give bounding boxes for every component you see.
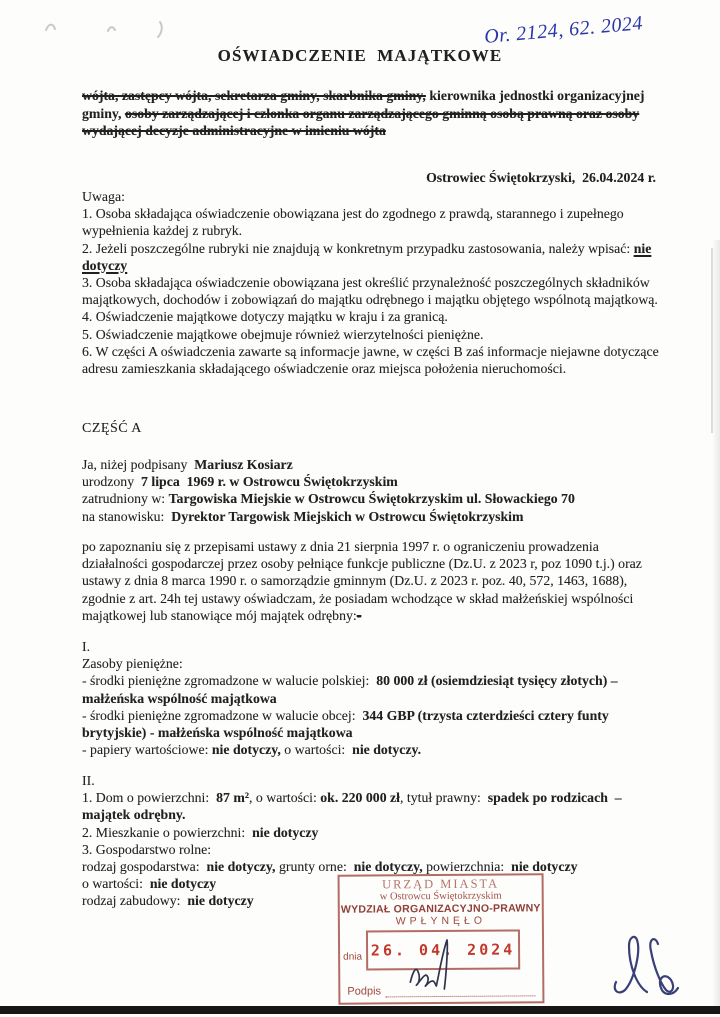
securities-item: - papiery wartościowe: nie dotyczy, o wartości: nie dotyczy. xyxy=(82,742,422,758)
stamp-office-name: URZĄD MIASTA xyxy=(382,876,500,892)
stamp-signature-row xyxy=(347,984,535,997)
cash-pln-item: - środki pieniężne zgromadzone w walucie polskiej: 80 000 zł (osiemdziesiąt tysięcy złotych) – małżeńska wspólność majątkowa xyxy=(82,673,618,706)
farm-item: 3. Gospodarstwo rolne: xyxy=(82,841,212,857)
house-area: 87 m² xyxy=(216,790,249,806)
struck-text: wójta, zastępcy wójta, sekretarza gminy, skarbnika gminy, xyxy=(82,88,426,103)
declarant-birth-line: urodzony 7 lipca 1969 r. w Ostrowcu Świętokrzyskim xyxy=(82,474,398,490)
section-i-subtitle: Zasoby pieniężne: xyxy=(82,656,183,672)
section-ii-heading: II. xyxy=(82,773,95,788)
position: Dyrektor Targowisk Miejskich w Ostrowcu Świętokrzyskim xyxy=(171,508,524,524)
addressee-paragraph xyxy=(82,87,660,140)
instruction-item: 3. Osoba składająca oświadczenie obowiązana jest określić przynależność poszczególnych składników majątkowych, dochodów i zobowiązań do majątku odrębnego i majątku objętego wspólnotą majątkową. xyxy=(82,275,658,308)
legal-basis-paragraph: po zapoznaniu się z przepisami ustawy z dnia 21 sierpnia 1997 r. o ograniczeniu prowadzenia działalności gospodarczej przez osoby pełniące funkcje publiczne (Dz.U. z 2023 r, poz 1090 t.j.) oraz ustawy z dnia 8 marca 1990 r. o samorządzie gminnym (Dz.U. z 2023 r. poz. 40, 572, 1463, 1688), zgodnie z art. 24h tej ustawy oświadczam, że posiadam wchodzące w skład małżeńskiej wspólności majątkowej lub stanowiące mój majątek odrębny:- xyxy=(82,539,642,623)
birth-date-place: 7 lipca 1969 r. w Ostrowcu Świętokrzyskim xyxy=(141,474,398,490)
farm-type-line: rodzaj gospodarstwa: nie dotyczy, grunty orne: nie dotyczy, powierzchnia: nie dotyczy xyxy=(82,859,578,875)
farm-value-line: o wartości: nie dotyczy xyxy=(82,876,217,892)
struck-text: osoby zarządzającej i członka organu zarządzającego gminną osobą prawną oraz osoby wydającej decyzje administracyjne w imieniu wójta xyxy=(82,105,640,139)
apartment-item: 2. Mieszkanie o powierzchni: nie dotyczy xyxy=(82,824,319,840)
place-date-line: Ostrowiec Świętokrzyski, 26.04.2024 r. xyxy=(426,170,656,185)
section-i-heading: I. xyxy=(82,639,91,654)
stamp-date-label: dnia xyxy=(343,951,363,963)
scan-edge-right xyxy=(712,240,720,1010)
instruction-item: 4. Oświadczenie majątkowe dotyczy majątku w kraju i za granicą. xyxy=(82,309,448,325)
instruction-item: 5. Oświadczenie majątkowe obejmuje również wierzytelności pieniężne. xyxy=(82,326,484,342)
declarant-employer-line: zatrudniony w: Targowiska Miejskie w Ostrowcu Świętokrzyskim ul. Słowackiego 70 xyxy=(82,491,575,507)
stamp-date: 26. 04. 2024 xyxy=(370,940,516,960)
house-value: ok. 220 000 zł xyxy=(320,790,400,806)
stamp-received-label: WPŁYNĘŁO xyxy=(395,914,487,928)
declarant-name: Mariusz Kosiarz xyxy=(194,457,293,472)
cash-foreign-value: 344 GBP (trzysta czterdzieści cztery funty brytyjskie) - małżeńska wspólność majątkowa xyxy=(82,707,609,741)
declarant-name-line: Ja, niżej podpisany Mariusz Kosiarz xyxy=(82,457,293,472)
section-i xyxy=(82,638,660,758)
struck-dash: - xyxy=(356,607,362,623)
instruction-item: 2. Jeżeli poszczególne rubryki nie znajdują w konkretnym przypadku zastosowania, należy wpisać: nie dotyczy xyxy=(82,240,652,273)
farm-buildings-line: rodzaj zabudowy: nie dotyczy xyxy=(82,893,254,909)
page-title: OŚWIADCZENIE MAJĄTKOWE xyxy=(217,46,503,65)
scan-artifact-line xyxy=(711,248,713,433)
receipt-stamp xyxy=(338,873,545,1004)
handwritten-initials-icon xyxy=(604,926,682,1004)
declarant-position-line: na stanowisku: Dyrektor Targowisk Miejskich w Ostrowcu Świętokrzyskim xyxy=(82,508,524,524)
kept-text: kierownika jednostki organizacyjnej gminy, xyxy=(82,88,645,121)
signature-dotted-line xyxy=(385,985,535,997)
stamp-city: w Ostrowcu Świętokrzyskim xyxy=(379,890,502,903)
instructions-label: Uwaga: xyxy=(82,189,125,204)
nie-dotyczy-emphasis: nie dotyczy xyxy=(82,240,652,273)
stamp-signature-label: Podpis xyxy=(347,985,382,998)
declarant-info xyxy=(82,456,662,525)
instruction-item: 1. Osoba składająca oświadczenie obowiązana jest do zgodnego z prawdą, starannego i zupełnego wypełnienia każdej z rubryk. xyxy=(82,206,624,239)
employer: Targowiska Miejskie w Ostrowcu Świętokrzyskim ul. Słowackiego 70 xyxy=(168,491,575,507)
cash-foreign-item: - środki pieniężne zgromadzone w walucie obcej: 344 GBP (trzysta czterdzieści cztery funty brytyjskie) - małżeńska wspólność majątkowa xyxy=(82,707,609,741)
house-item: 1. Dom o powierzchni: 87 m², o wartości: ok. 220 000 zł, tytuł prawny: spadek po rodzicach – majątek odrębny. xyxy=(82,790,622,823)
instruction-item: 6. W części A oświadczenia zawarte są informacje jawne, w części B zaś informacje niejawne dotyczące adresu zamieszkania składającego oświadczenie oraz miejsca położenia nieruchomości. xyxy=(82,343,659,377)
case-number-annotation: Or. 2124, 62. 2024 xyxy=(483,12,644,48)
scan-edge-bottom xyxy=(0,1006,720,1014)
house-title: spadek po rodzicach – majątek odrębny. xyxy=(82,790,622,823)
cash-pln-value: 80 000 zł (osiemdziesiąt tysięcy złotych) – małżeńska wspólność majątkowa xyxy=(82,673,618,706)
stamp-department: WYDZIAŁ ORGANIZACYJNO-PRAWNY xyxy=(340,902,541,916)
faint-pencil-marks-icon xyxy=(38,16,178,42)
instructions-list xyxy=(82,188,660,377)
part-a-heading: CZĘŚĆ A xyxy=(82,421,142,436)
